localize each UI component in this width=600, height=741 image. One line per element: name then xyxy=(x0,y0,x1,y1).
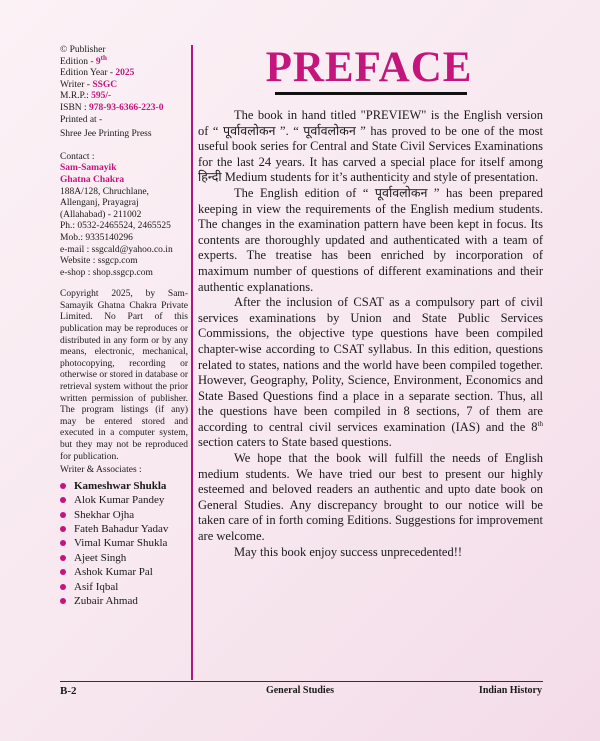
paragraph: We hope that the book will fulfill the needs of English medium students. We have tried our best to present our highly esteemed and beloved readers an authentic and upto date book on General Studies. Any discrepancy brought to our notice will be taken care of in forth coming Editions. Suggestions for improvement are welcome. xyxy=(198,451,543,544)
footer-subject: General Studies xyxy=(265,685,335,696)
isbn-label: ISBN : xyxy=(60,102,90,113)
writer-label: Writer - xyxy=(60,79,93,90)
printer-name: Shree Jee Printing Press xyxy=(60,129,152,140)
eshop-line: e-shop : shop.ssgcp.com xyxy=(60,267,153,278)
address-line: Allenganj, Prayagraj xyxy=(60,198,139,209)
isbn-value: 978-93-6366-223-0 xyxy=(89,102,164,113)
email-line: e-mail : ssgcald@yahoo.co.in xyxy=(60,244,173,255)
address-line: 188A/128, Chruchlane, xyxy=(60,186,149,197)
paragraph xyxy=(198,295,543,451)
bullet-icon xyxy=(60,526,66,532)
associate-name: Vimal Kumar Shukla xyxy=(74,537,168,550)
associate-item xyxy=(60,536,188,550)
mrp-label: M.R.P.: xyxy=(60,91,92,102)
paragraph-text: After the inclusion of CSAT as a compulsory part of civil services examinations by Union and State Public Services Commissions, the objective type questions have been compiled chapter-wise according to CSAT syllabus. In this edition, questions related to states, nations and the world have been compiled together. However, Geography, Polity, Science, Environment, Economics and State Based Questions find a place in a separate section. Thus, all the questions have been compiled in 8 sections, 7 of them are according to central civil services examination (IAS) and the 8 xyxy=(198,295,543,434)
publisher-line: © Publisher xyxy=(60,45,106,55)
associate-item xyxy=(60,565,188,579)
paragraph: May this book enjoy success unprecedented!! xyxy=(234,544,463,559)
bullet-icon xyxy=(60,584,66,590)
writer-line xyxy=(60,80,188,92)
associates-list xyxy=(60,479,188,609)
paragraph: The English edition of “ पूर्वावलोकन ” has been prepared keeping in view the requirements of the English medium students. The changes in the examination pattern have been kept in focus. Its contents are thoroughly updated and authenticated with a team of experts. The treatise has been enriched by incorporation of maximum number of questions of different examinations and their authentic explanations. xyxy=(198,185,543,294)
associate-name: Shekhar Ojha xyxy=(74,508,135,521)
associate-item xyxy=(60,508,188,522)
associate-item xyxy=(60,493,188,507)
associate-name: Ashok Kumar Pal xyxy=(74,566,153,579)
bullet-icon xyxy=(60,497,66,503)
page-title: PREFACE xyxy=(265,44,473,91)
edition-year-line xyxy=(60,68,188,80)
preface-body xyxy=(198,108,543,560)
imprint-column xyxy=(60,45,188,608)
phone-line: Ph.: 0532-2465524, 2465525 xyxy=(60,221,171,232)
associate-name: Asif Iqbal xyxy=(74,580,119,593)
edition-sup: th xyxy=(100,53,107,62)
associate-item xyxy=(60,580,188,594)
mobile-line: Mob.: 9335140296 xyxy=(60,232,133,243)
edition-year-value: 2025 xyxy=(115,68,135,79)
bullet-icon xyxy=(60,540,66,546)
address-line: (Allahabad) - 211002 xyxy=(60,209,142,220)
bullet-icon xyxy=(60,555,66,561)
bullet-icon xyxy=(60,483,66,489)
bullet-icon xyxy=(60,569,66,575)
associates-heading: Writer & Associates : xyxy=(60,465,142,476)
bullet-icon xyxy=(60,512,66,518)
paragraph-text: section caters to State based questions. xyxy=(198,435,392,450)
edition-label: Edition - xyxy=(60,56,96,67)
associate-item xyxy=(60,522,188,536)
footer-rule xyxy=(60,681,543,682)
edition-value: 9 xyxy=(95,56,101,67)
title-underline xyxy=(275,92,467,95)
edition-line xyxy=(60,53,188,69)
associate-name: Zubair Ahmad xyxy=(74,595,138,608)
ordinal-sup: th xyxy=(537,419,543,428)
associate-item xyxy=(60,551,188,565)
associate-name: Fateh Bahadur Yadav xyxy=(74,523,169,535)
paragraph: The book in hand titled "PREVIEW" is the English version of “ पूर्वावलोकन ”. “ पूर्वावलोकन ” has proved to be one of the most useful book series for Central and State Civil Services Examinations for the last 24 years. It has carved a special place for itself among हिन्दी Medium students for it’s authenticity and style of presentation. xyxy=(198,108,543,185)
edition-year-label: Edition Year - xyxy=(60,68,116,79)
column-divider xyxy=(191,45,193,680)
isbn-line xyxy=(60,103,188,115)
contact-name-2: Ghatna Chakra xyxy=(60,174,125,185)
website-line: Website : ssgcp.com xyxy=(60,256,138,267)
associate-item xyxy=(60,594,188,608)
footer-section: Indian History xyxy=(478,685,542,696)
writer-value: SSGC xyxy=(92,79,118,90)
contact-name-1: Sam-Samayik xyxy=(60,163,117,174)
printed-at-label: Printed at - xyxy=(60,114,103,125)
mrp-line xyxy=(60,91,188,103)
associate-name: Alok Kumar Pandey xyxy=(74,494,165,507)
associate-name: Ajeet Singh xyxy=(74,551,127,564)
copyright-notice: Copyright 2025, by Sam-Samayik Ghatna Chakra Private Limited. No Part of this publication may be reproduces or distributed in any form or by any means, electronic, mechanical, photocopying, recording or otherwise or stored in database or retrieval system without the prior written permission of publisher. The program listings (if any) may be entered stored and executed in a computer system, but they may not be reproduced for publication. xyxy=(60,289,188,462)
bullet-icon xyxy=(60,598,66,604)
associate-item xyxy=(60,479,188,493)
associate-name: Kameshwar Shukla xyxy=(74,479,167,492)
page-number: B-2 xyxy=(60,685,77,697)
contact-heading: Contact : xyxy=(60,151,95,162)
mrp-value: 595/- xyxy=(91,91,112,102)
